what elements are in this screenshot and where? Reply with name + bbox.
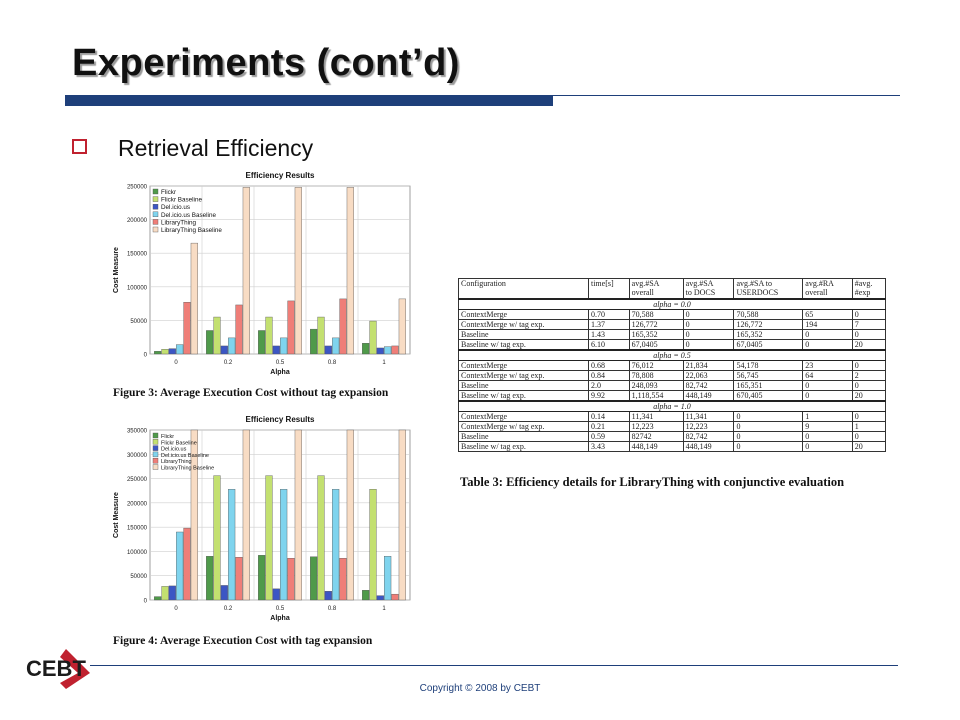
bar-librarything-0.2 (236, 557, 243, 600)
table-cell: 0.68 (588, 361, 629, 371)
y-tick-label: 200000 (126, 218, 147, 225)
x-tick-label: 0.5 (275, 360, 285, 366)
legend-label: Flickr Baseline (161, 196, 202, 204)
table-cell: 0 (852, 330, 885, 340)
table-section-row (459, 401, 886, 412)
table-cell: 1,118,554 (629, 391, 683, 402)
bar-flickr-0.8 (310, 329, 317, 354)
bar-librarything-1 (392, 594, 399, 600)
table-row (459, 381, 886, 391)
table-cell: 9.92 (588, 391, 629, 402)
table-cell: 0 (803, 442, 853, 452)
table-cell: 0.14 (588, 412, 629, 422)
table-section-label: alpha = 1.0 (459, 401, 886, 412)
table-cell: 23 (803, 361, 853, 371)
legend-label: Flickr (161, 189, 177, 196)
bar-del-icio-us-0.5 (273, 346, 280, 354)
bar-librarything-0.8 (340, 299, 347, 354)
table-cell: 0 (803, 381, 853, 391)
bar-flickr-baseline-1 (370, 489, 377, 600)
table-cell: 0.21 (588, 422, 629, 432)
table-cell: 11,341 (629, 412, 683, 422)
bar-del-icio-us-baseline-1 (384, 347, 391, 354)
table-section-label: alpha = 0.5 (459, 350, 886, 361)
bar-flickr-baseline-0.2 (214, 476, 221, 600)
legend-label: LibraryThing Baseline (161, 227, 222, 234)
table-section-row (459, 350, 886, 361)
bar-librarything-baseline-0 (191, 243, 198, 354)
bar-del-icio-us-baseline-0.5 (280, 489, 287, 600)
table-cell: Baseline w/ tag exp. (459, 391, 589, 402)
bar-del-icio-us-baseline-0.8 (332, 338, 339, 354)
table-header-cell: avg.#SA to USERDOCS (734, 279, 803, 300)
table-cell: 0.84 (588, 371, 629, 381)
table-cell: 9 (803, 422, 853, 432)
bar-flickr-1 (362, 590, 369, 600)
table-header-cell: avg.#RA overall (803, 279, 853, 300)
legend-swatch (153, 458, 158, 463)
bullet-text: Retrieval Efficiency (118, 135, 314, 161)
bar-librarything-baseline-1 (399, 430, 406, 600)
bar-flickr-0.2 (206, 556, 213, 600)
x-tick-label: 0.8 (327, 606, 337, 612)
x-tick-label: 0.2 (223, 606, 233, 612)
bar-librarything-baseline-1 (399, 299, 406, 354)
table-cell: 0 (803, 340, 853, 351)
legend-swatch (153, 433, 158, 438)
table-cell: ContextMerge w/ tag exp. (459, 320, 589, 330)
table-cell: 65 (803, 310, 853, 320)
table-cell: Baseline w/ tag exp. (459, 442, 589, 452)
bar-flickr-1 (362, 343, 369, 354)
bar-flickr-baseline-0 (162, 349, 169, 354)
legend-swatch (153, 219, 158, 224)
bar-del-icio-us-0.8 (325, 591, 332, 600)
y-tick-label: 350000 (126, 428, 147, 435)
table-cell: 70,588 (734, 310, 803, 320)
bar-del-icio-us-baseline-0.2 (228, 338, 235, 354)
table-header-cell: avg.#SA to DOCS (683, 279, 734, 300)
table-cell: 1.37 (588, 320, 629, 330)
table-cell: ContextMerge (459, 412, 589, 422)
table-cell: 21,834 (683, 361, 734, 371)
bar-librarything-0.5 (288, 558, 295, 600)
bar-librarything-baseline-0.8 (347, 187, 354, 354)
x-axis-label: Alpha (270, 615, 290, 622)
bar-librarything-0 (184, 528, 191, 600)
legend-label: Del.icio.us Baseline (161, 211, 216, 219)
bar-del-icio-us-0 (169, 586, 176, 600)
logo-text: CEBT (26, 656, 86, 681)
x-tick-label: 1 (382, 606, 386, 612)
y-tick-label: 0 (143, 598, 147, 605)
bar-flickr-0.2 (206, 330, 213, 354)
bar-del-icio-us-baseline-0.8 (332, 489, 339, 600)
legend-swatch (153, 212, 158, 217)
table-cell: 7 (852, 320, 885, 330)
table-header-cell: #avg. #exp (852, 279, 885, 300)
x-tick-label: 1 (382, 360, 386, 366)
bar-flickr-0.5 (258, 330, 265, 354)
table-cell: 0 (683, 330, 734, 340)
title-underline-rule (553, 95, 900, 96)
table-cell: 0 (803, 391, 853, 402)
bar-flickr-baseline-1 (370, 321, 377, 354)
y-axis-label: Cost Measure (113, 247, 120, 293)
table-cell: 6.10 (588, 340, 629, 351)
y-tick-label: 150000 (126, 525, 147, 532)
table-row (459, 412, 886, 422)
table-row (459, 361, 886, 371)
legend-swatch (153, 204, 158, 209)
table-cell: 0 (734, 412, 803, 422)
y-tick-label: 200000 (126, 501, 147, 508)
legend-swatch (153, 446, 158, 451)
figure3-caption: Figure 3: Average Execution Cost without tag expansion (113, 387, 389, 399)
bar-librarything-0.5 (288, 301, 295, 354)
bar-flickr-baseline-0.8 (318, 317, 325, 354)
table-header-cell: time[s] (588, 279, 629, 300)
figure4-caption: Figure 4: Average Execution Cost with tag expansion (113, 635, 373, 647)
table-cell: 64 (803, 371, 853, 381)
legend-swatch (153, 465, 158, 470)
table-cell: Baseline (459, 381, 589, 391)
bar-del-icio-us-0 (169, 349, 176, 354)
bar-del-icio-us-baseline-0.5 (280, 338, 287, 354)
title-underline-bar (65, 95, 553, 106)
footer-rule (90, 665, 898, 666)
y-tick-label: 100000 (126, 285, 147, 292)
bullet-square-icon (72, 139, 87, 154)
bar-librarything-baseline-0.5 (295, 430, 302, 600)
table-row (459, 330, 886, 340)
table-cell: 0 (803, 432, 853, 442)
y-tick-label: 0 (143, 352, 147, 359)
y-tick-label: 250000 (126, 477, 147, 484)
table-cell: 448,149 (683, 442, 734, 452)
legend-label: Flickr Baseline (161, 440, 197, 447)
table-cell: 0 (683, 310, 734, 320)
table-cell: 22,063 (683, 371, 734, 381)
table-cell: 0.59 (588, 432, 629, 442)
table-cell: 3.43 (588, 442, 629, 452)
bar-del-icio-us-0.8 (325, 346, 332, 354)
efficiency-chart-with-expansion (110, 412, 415, 622)
table-row (459, 432, 886, 442)
table-cell: 2.0 (588, 381, 629, 391)
table-cell: 82742 (629, 432, 683, 442)
bar-librarything-0.2 (236, 305, 243, 354)
bar-librarything-0 (184, 302, 191, 354)
chart-title: Efficiency Results (245, 171, 315, 180)
table-row (459, 442, 886, 452)
table-cell: Baseline w/ tag exp. (459, 340, 589, 351)
table-cell: 56,745 (734, 371, 803, 381)
legend-label: LibraryThing (161, 219, 196, 227)
table-cell: ContextMerge (459, 310, 589, 320)
efficiency-table (458, 278, 886, 452)
table-cell: 82,742 (683, 432, 734, 442)
x-axis-label: Alpha (270, 369, 290, 376)
bar-del-icio-us-1 (377, 596, 384, 600)
bar-del-icio-us-0.5 (273, 589, 280, 600)
x-tick-label: 0 (174, 360, 178, 366)
table-row (459, 391, 886, 402)
table-cell: ContextMerge (459, 361, 589, 371)
table-cell: 0 (852, 381, 885, 391)
table-cell: 20 (852, 340, 885, 351)
table-section-label: alpha = 0.0 (459, 299, 886, 310)
x-tick-label: 0.8 (327, 360, 337, 366)
table-cell: Baseline (459, 432, 589, 442)
table-cell: 0 (734, 442, 803, 452)
x-tick-label: 0.5 (275, 606, 285, 612)
table-header-cell: avg.#SA overall (629, 279, 683, 300)
table-row (459, 340, 886, 351)
legend-swatch (153, 227, 158, 232)
bar-librarything-1 (392, 346, 399, 354)
bar-flickr-baseline-0.5 (266, 317, 273, 354)
table-cell: 12,223 (629, 422, 683, 432)
bar-flickr-baseline-0.8 (318, 476, 325, 600)
legend-swatch (153, 439, 158, 444)
bar-flickr-0.5 (258, 555, 265, 600)
table-cell: 0 (683, 340, 734, 351)
y-tick-label: 100000 (126, 549, 147, 556)
table-cell: 20 (852, 391, 885, 402)
bar-flickr-baseline-0.5 (266, 476, 273, 600)
table-cell: 11,341 (683, 412, 734, 422)
bar-del-icio-us-baseline-0 (176, 532, 183, 600)
table-cell: 0 (734, 432, 803, 442)
table-section-row (459, 299, 886, 310)
bar-del-icio-us-0.2 (221, 346, 228, 354)
y-tick-label: 50000 (130, 574, 147, 581)
bar-librarything-baseline-0.8 (347, 430, 354, 600)
table-cell: 670,405 (734, 391, 803, 402)
table-cell: ContextMerge w/ tag exp. (459, 371, 589, 381)
y-tick-label: 300000 (126, 452, 147, 459)
table-cell: 165,351 (734, 381, 803, 391)
slide-title: Experiments (cont’d) (72, 42, 460, 84)
table-cell: 126,772 (629, 320, 683, 330)
table-cell: 0 (734, 422, 803, 432)
x-tick-label: 0.2 (223, 360, 233, 366)
table-cell: 0 (852, 432, 885, 442)
legend-swatch (153, 197, 158, 202)
legend-label: LibraryThing Baseline (161, 465, 215, 472)
efficiency-table-container (458, 278, 886, 460)
table-cell: 0 (852, 310, 885, 320)
legend-label: Del.icio.us (161, 446, 187, 453)
x-tick-label: 0 (174, 606, 178, 612)
efficiency-chart-no-expansion (110, 168, 415, 380)
table-cell: 12,223 (683, 422, 734, 432)
table-cell: 0.70 (588, 310, 629, 320)
table-cell: 194 (803, 320, 853, 330)
bar-librarything-baseline-0.5 (295, 187, 302, 354)
table-cell: 0 (683, 320, 734, 330)
bar-del-icio-us-baseline-0.2 (228, 489, 235, 600)
table-cell: Baseline (459, 330, 589, 340)
bar-flickr-baseline-0 (162, 586, 169, 600)
bar-del-icio-us-0.2 (221, 585, 228, 600)
bar-del-icio-us-1 (377, 348, 384, 354)
table-row (459, 320, 886, 330)
table-cell: 248,093 (629, 381, 683, 391)
bar-librarything-baseline-0.2 (243, 187, 250, 354)
table-cell: 78,808 (629, 371, 683, 381)
table-cell: 76,012 (629, 361, 683, 371)
table-cell: 1 (803, 412, 853, 422)
chart-title: Efficiency Results (245, 415, 315, 424)
y-axis-label: Cost Measure (113, 492, 120, 538)
legend-label: LibraryThing (161, 459, 192, 466)
legend-label: Del.icio.us (161, 204, 191, 212)
legend-label: Del.icio.us Baseline (161, 452, 209, 459)
bar-flickr-0.8 (310, 557, 317, 600)
table-header-cell: Configuration (459, 279, 589, 300)
legend-swatch (153, 452, 158, 457)
table-cell: 448,149 (629, 442, 683, 452)
table-cell: 126,772 (734, 320, 803, 330)
table-header-row (459, 279, 886, 300)
table-cell: 1.43 (588, 330, 629, 340)
table-cell: 67,0405 (629, 340, 683, 351)
table-cell: 2 (852, 371, 885, 381)
y-tick-label: 50000 (130, 318, 147, 325)
table-cell: 165,352 (734, 330, 803, 340)
table-cell: 70,588 (629, 310, 683, 320)
bar-del-icio-us-baseline-1 (384, 556, 391, 600)
y-tick-label: 150000 (126, 251, 147, 258)
y-tick-label: 250000 (126, 184, 147, 191)
legend-label: Flickr (161, 434, 175, 440)
table-row (459, 371, 886, 381)
bar-librarything-0.8 (340, 558, 347, 600)
table-cell: 54,178 (734, 361, 803, 371)
table-cell: 67,0405 (734, 340, 803, 351)
table-cell: 0 (852, 412, 885, 422)
table3-caption: Table 3: Efficiency details for LibraryThing with conjunctive evaluation (460, 475, 845, 489)
table-cell: 20 (852, 442, 885, 452)
table-row (459, 310, 886, 320)
bar-flickr-0 (154, 351, 161, 354)
table-cell: 165,352 (629, 330, 683, 340)
table-cell: 0 (852, 361, 885, 371)
table-cell: 0 (803, 330, 853, 340)
bar-librarything-baseline-0.2 (243, 430, 250, 600)
table-cell: 1 (852, 422, 885, 432)
table-cell: ContextMerge w/ tag exp. (459, 422, 589, 432)
table-cell: 448,149 (683, 391, 734, 402)
table-row (459, 422, 886, 432)
legend-swatch (153, 189, 158, 194)
copyright-text: Copyright © 2008 by CEBT (419, 683, 541, 694)
table-cell: 82,742 (683, 381, 734, 391)
bar-del-icio-us-baseline-0 (176, 345, 183, 354)
bar-flickr-baseline-0.2 (214, 317, 221, 354)
bar-flickr-0 (154, 597, 161, 600)
